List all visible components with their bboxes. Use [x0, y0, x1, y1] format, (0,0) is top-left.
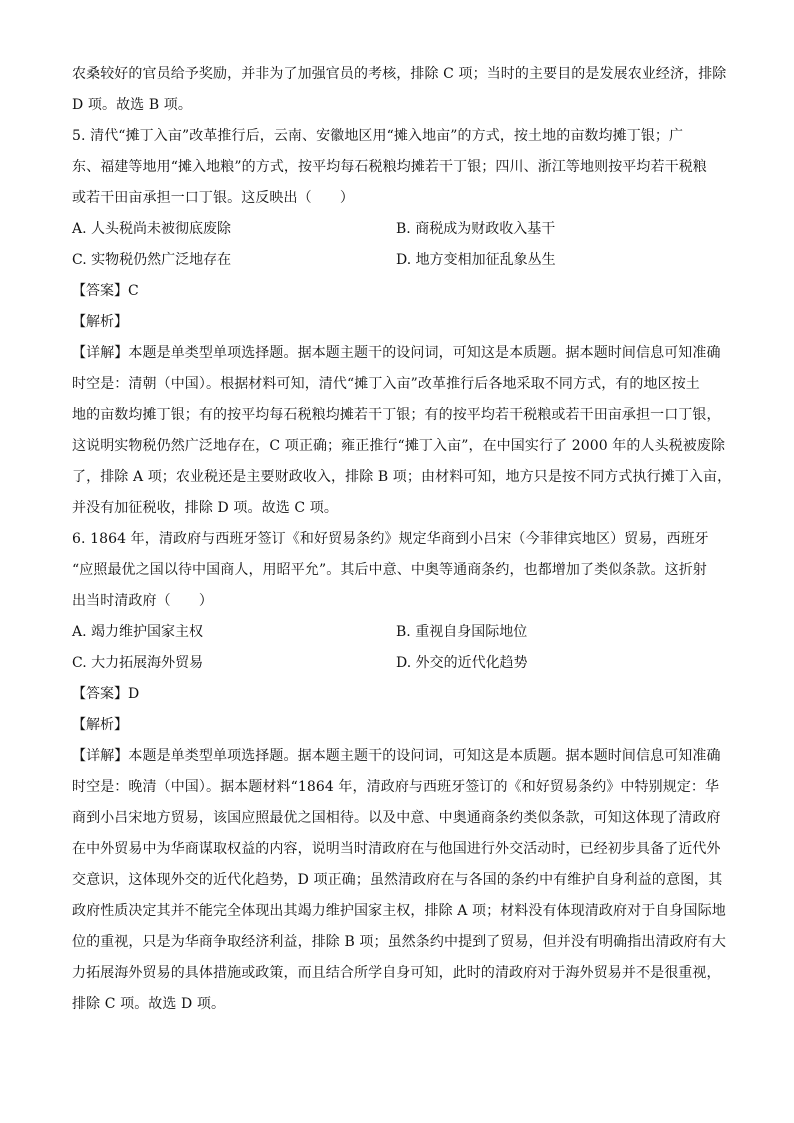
- continuation-line: D 项。故选 B 项。: [72, 97, 192, 113]
- option-c: C. 实物税仍然广泛地存在: [72, 252, 232, 268]
- detail-line: 政府性质决定其并不能完全体现出其竭力维护国家主权，排除 A 项；材料没有体现清政府对于自身国际地: [72, 903, 726, 919]
- option-c: C. 大力拓展海外贸易: [72, 655, 204, 671]
- options-row: [72, 622, 724, 642]
- document-page: [72, 64, 732, 1025]
- option-d: D. 地方变相加征乱象丛生: [396, 252, 556, 268]
- question-stem-line: 或若干田亩承担一口丁银。这反映出（ ）: [72, 190, 354, 206]
- detail-line: 力拓展海外贸易的具体措施或政策，而且结合所学自身可知，此时的清政府对于海外贸易并不是很重视，: [72, 965, 721, 981]
- answer-label: 【答案】D: [72, 686, 140, 702]
- detail-line: 商到小吕宋地方贸易，该国应照最优之国相待。以及中意、中奥通商条约类似条款，可知这体现了清政府: [72, 810, 721, 826]
- option-a: A. 竭力维护国家主权: [72, 624, 204, 640]
- detail-line: 这说明实物税仍然广泛地存在，C 项正确；雍正推行“摊丁入亩”，在中国实行了 2000 年的人头税被废除: [72, 438, 726, 454]
- analysis-label: 【解析】: [72, 717, 128, 733]
- question-stem-line: “应照最优之国以待中国商人，用昭平允”。其后中意、中奥等通商条约，也都增加了类似条款。这折射: [72, 562, 707, 578]
- detail-line: 排除 C 项。故选 D 项。: [72, 996, 226, 1012]
- detail-line: 【详解】本题是单类型单项选择题。据本题主题干的设问词，可知这是本质题。据本题时间信息可知准确: [72, 748, 721, 764]
- detail-line: 并没有加征税收，排除 D 项。故选 C 项。: [72, 500, 338, 516]
- question-stem-line: 东、福建等地用“摊入地粮”的方式，按平均每石税粮均摊若干丁银；四川、浙江等地则按平均若干税粮: [72, 159, 707, 175]
- option-b: B. 商税成为财政收入基干: [396, 221, 556, 237]
- question-6: [72, 529, 724, 1014]
- detail-line: 【详解】本题是单类型单项选择题。据本题主题干的设问词，可知这是本质题。据本题时间信息可知准确: [72, 345, 721, 361]
- options-row: [72, 653, 724, 673]
- detail-line: 时空是：清朝（中国）。根据材料可知，清代“摊丁入亩”改革推行后各地采取不同方式，有的地区按土: [72, 376, 700, 392]
- detail-line: 了，排除 A 项；农业税还是主要财政收入，排除 B 项；由材料可知，地方只是按不同方式执行摊丁入亩，: [72, 469, 732, 485]
- answer-label: 【答案】C: [72, 283, 139, 299]
- continuation-line: 农桑较好的官员给予奖励，并非为了加强官员的考核，排除 C 项；当时的主要目的是发展农业经济，排除: [72, 66, 727, 82]
- option-d: D. 外交的近代化趋势: [396, 655, 528, 671]
- detail-line: 在中外贸易中为华商谋取权益的内容，说明当时清政府在与他国进行外交活动时，已经初步具备了近代外: [72, 841, 721, 857]
- question-stem-line: 6. 1864 年，清政府与西班牙签订《和好贸易条约》规定华商到小吕宋（今菲律宾地区）贸易，西班牙: [72, 531, 709, 547]
- analysis-label: 【解析】: [72, 314, 128, 330]
- question-stem-line: 5. 清代“摊丁入亩”改革推行后，云南、安徽地区用“摊入地亩”的方式，按土地的亩数均摊丁银；广: [72, 128, 684, 144]
- options-row: [72, 250, 724, 270]
- option-b: B. 重视自身国际地位: [396, 624, 528, 640]
- detail-line: 时空是：晚清（中国）。据本题材料“1864 年，清政府与西班牙签订的《和好贸易条约》中特别规定：华: [72, 779, 720, 795]
- question-stem-line: 出当时清政府（ ）: [72, 593, 213, 609]
- option-a: A. 人头税尚未被彻底废除: [72, 221, 232, 237]
- detail-line: 交意识，这体现外交的近代化趋势，D 项正确；虽然清政府在与各国的条约中有维护自身利益的意图，其: [72, 872, 723, 888]
- detail-line: 地的亩数均摊丁银；有的按平均每石税粮均摊若干丁银；有的按平均若干税粮或若干田亩承担一口丁银，: [72, 407, 721, 423]
- options-row: [72, 219, 724, 239]
- detail-line: 位的重视，只是为华商争取经济利益，排除 B 项；虽然条约中提到了贸易，但并没有明确指出清政府有大: [72, 934, 726, 950]
- question-5: [72, 126, 732, 518]
